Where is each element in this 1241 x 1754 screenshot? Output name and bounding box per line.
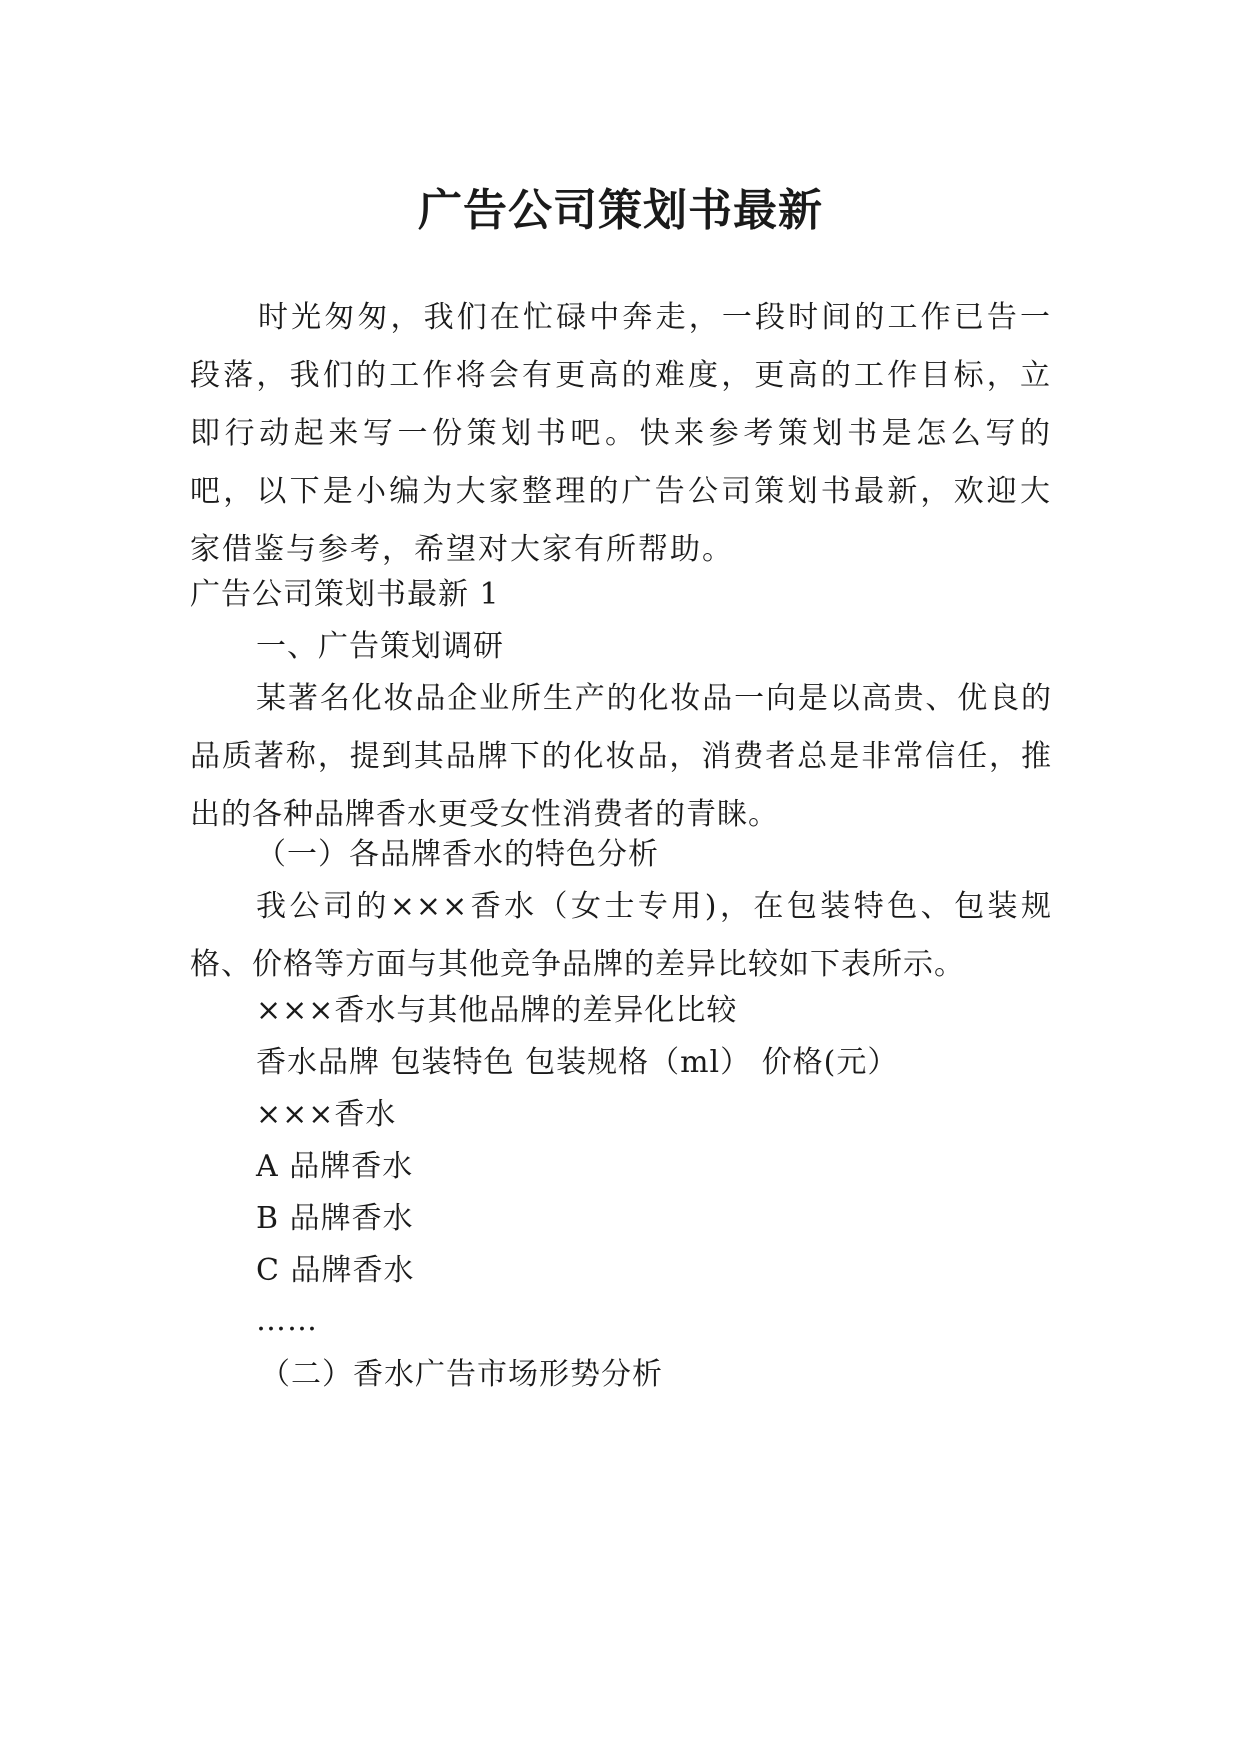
document-title: 广告公司策划书最新 [418, 185, 823, 237]
subheading-brand-analysis: （一）各品牌香水的特色分析 [256, 837, 659, 872]
heading-research: 一、广告策划调研 [256, 629, 504, 664]
table-row: ×××香水 [256, 1097, 397, 1132]
intro-paragraph: 时光匆匆，我们在忙碌中奔走，一段时间的工作已告一段落，我们的工作将会有更高的难度，更高的工作目标，立即行动起来写一份策划书吧。快来参考策划书是怎么写的吧，以下是小编为大家整理的广告公司策划书最新，欢迎大家借鉴与参考，希望对大家有所帮助。 [190, 300, 1052, 567]
table-row: C 品牌香水 [256, 1253, 415, 1288]
table-row: A 品牌香水 [256, 1149, 414, 1184]
table-row: B 品牌香水 [256, 1201, 414, 1236]
table-row-ellipsis: …… [256, 1303, 318, 1338]
subheading-market-analysis: （二）香水广告市场形势分析 [260, 1357, 663, 1392]
paragraph-comparison: 我公司的×××香水（女士专用)，在包装特色、包装规格、价格等方面与其他竞争品牌的差异比较如下表所示。 [190, 889, 1052, 982]
table-caption: ×××香水与其他品牌的差异化比较 [256, 993, 738, 1028]
section-title: 广告公司策划书最新 1 [190, 577, 500, 612]
table-header-row: 香水品牌 包装特色 包装规格（ml） 价格(元） [256, 1045, 899, 1080]
paragraph-brand-intro: 某著名化妆品企业所生产的化妆品一向是以高贵、优良的品质著称，提到其品牌下的化妆品，消费者总是非常信任，推出的各种品牌香水更受女性消费者的青睐。 [190, 681, 1052, 832]
